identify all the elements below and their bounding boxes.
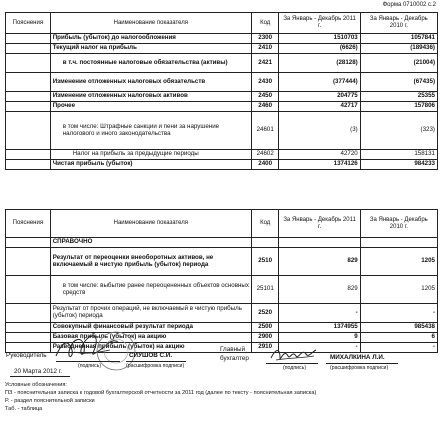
- row-current: 42720: [279, 150, 360, 160]
- header-code: Код: [251, 13, 278, 34]
- row-name: Результат от прочих операций, не включаемый в чистую прибыль (убыток) периода: [50, 304, 251, 323]
- header-current: За Январь - Декабрь 2011 г.: [279, 13, 360, 34]
- row-previous: (189436): [360, 44, 437, 54]
- header-previous: За Январь - Декабрь 2010 г.: [360, 13, 437, 34]
- row-current: -: [279, 343, 360, 353]
- row-code: 2410: [251, 44, 278, 54]
- head-name-line: [126, 361, 186, 362]
- table-row: [6, 160, 438, 170]
- note-cell: [6, 304, 51, 323]
- row-code: 2421: [251, 54, 278, 73]
- table-header-row: [6, 13, 438, 34]
- row-code: 2500: [251, 323, 278, 333]
- note-cell: [6, 276, 51, 304]
- head-label: Руководитель: [6, 352, 47, 359]
- table-row: [6, 304, 438, 323]
- row-previous: -: [360, 304, 437, 323]
- note-cell: [6, 112, 51, 150]
- row-previous: 25355: [360, 92, 437, 102]
- row-current: 829: [279, 248, 360, 276]
- row-current: 1374955: [279, 323, 360, 333]
- row-name: Изменение отложенных налоговых активов: [50, 92, 251, 102]
- note-cell: [6, 333, 51, 343]
- report-date: 20 Марта 2012 г.: [14, 368, 63, 375]
- notes-line: Таб. - таблица: [5, 406, 43, 412]
- row-current: 829: [279, 276, 360, 304]
- row-current: 9: [279, 333, 360, 343]
- chief-name-caption: (расшифровка подписи): [330, 365, 389, 371]
- row-code: 2900: [251, 333, 278, 343]
- head-name-caption: (расшифровка подписи): [126, 363, 185, 369]
- row-name: в том числе: выбытие ранее переоцененных объектов основных средств: [50, 276, 251, 304]
- legend-notes: [5, 381, 316, 413]
- row-name: Текущий налог на прибыль: [50, 44, 251, 54]
- row-name: Совокупный финансовый результат периода: [50, 323, 251, 333]
- note-cell: [6, 248, 51, 276]
- table-row: [6, 276, 438, 304]
- row-previous: (67435): [360, 73, 437, 92]
- row-previous: 984233: [360, 160, 437, 170]
- table-row: [6, 44, 438, 54]
- head-name: СИУШОВ С.И.: [129, 352, 173, 359]
- table-row: [6, 34, 438, 44]
- row-code: 2520: [251, 304, 278, 323]
- header-previous: За Январь - Декабрь 2010 г.: [360, 210, 437, 238]
- row-current: 42717: [279, 102, 360, 112]
- row-previous: 985438: [360, 323, 437, 333]
- row-current: 1374126: [279, 160, 360, 170]
- table-row: [6, 92, 438, 102]
- row-previous: 1057841: [360, 34, 437, 44]
- table-row: [6, 150, 438, 160]
- note-cell: [6, 323, 51, 333]
- note-cell: [6, 54, 51, 73]
- header-current: За Январь - Декабрь 2011 г.: [279, 210, 360, 238]
- table-row: [6, 112, 438, 150]
- row-name: Прибыль (убыток) до налогообложения: [50, 34, 251, 44]
- row-name: в т.ч. постоянные налоговые обязательства (активы): [50, 54, 251, 73]
- note-cell: [6, 160, 51, 170]
- table-header-row: [6, 210, 438, 238]
- row-current: (28128): [279, 54, 360, 73]
- chief-name: МИХАЛКИНА Л.И.: [330, 354, 385, 361]
- chief-sign-line: [266, 363, 318, 364]
- note-cell: [6, 92, 51, 102]
- header-notes: Пояснения: [6, 13, 51, 34]
- header-code: Код: [251, 210, 278, 238]
- row-code: 2300: [251, 34, 278, 44]
- row-name: в том числе: Штрафные санкции и пени за нарушение налогового и иного законодательства: [50, 112, 251, 150]
- head-sign-caption: (подпись): [78, 363, 102, 369]
- row-previous: 158131: [360, 150, 437, 160]
- row-name: Прочее: [50, 102, 251, 112]
- row-previous: (323): [360, 112, 437, 150]
- note-cell: [6, 238, 51, 248]
- date-line: [10, 376, 70, 377]
- chief-sign-caption: (подпись): [283, 365, 307, 371]
- row-name: Налог на прибыль за предыдущие периоды: [50, 150, 251, 160]
- row-code: 2400: [251, 160, 278, 170]
- chief-name-line: [326, 363, 398, 364]
- note-cell: [6, 343, 51, 353]
- row-current: -: [279, 304, 360, 323]
- head-sign-line: [56, 361, 120, 362]
- note-cell: [6, 102, 51, 112]
- note-cell: [6, 150, 51, 160]
- table-row: [6, 102, 438, 112]
- row-code: 2510: [251, 248, 278, 276]
- row-current: (377444): [279, 73, 360, 92]
- row-code: 2460: [251, 102, 278, 112]
- row-code: 24601: [251, 112, 278, 150]
- table-row: [6, 323, 438, 333]
- chief-label-line2: бухгалтер: [220, 355, 249, 362]
- row-current: 1510703: [279, 34, 360, 44]
- table-row: [6, 248, 438, 276]
- notes-line: Р. - раздел пояснительной записки: [5, 398, 95, 404]
- row-code: 2910: [251, 343, 278, 353]
- notes-title: Условные обозначения:: [5, 382, 67, 388]
- header-name: Наименование показателя: [50, 210, 251, 238]
- section-row: [6, 238, 438, 248]
- chief-label-line1: Главный: [220, 346, 246, 353]
- header-name: Наименование показателя: [50, 13, 251, 34]
- table-row: [6, 73, 438, 92]
- row-previous: (21004): [360, 54, 437, 73]
- row-current: (6626): [279, 44, 360, 54]
- row-name: Результат от переоценки внеоборотных активов, не включаемый в чистую прибыль (убыток) периода: [50, 248, 251, 276]
- row-previous: -: [360, 343, 437, 353]
- row-previous: 157806: [360, 102, 437, 112]
- row-previous: 1205: [360, 248, 437, 276]
- form-code: Форма 0710002 с.2: [382, 2, 436, 8]
- row-previous: 6: [360, 333, 437, 343]
- table-row: [6, 54, 438, 73]
- row-code: 2450: [251, 92, 278, 102]
- section-title: СПРАВОЧНО: [50, 238, 251, 248]
- note-cell: [6, 34, 51, 44]
- note-cell: [6, 73, 51, 92]
- header-notes: Пояснения: [6, 210, 51, 238]
- notes-line: ПЗ - пояснительная записка к годовой бухгалтерской отчетности за 2011 год (далее по тексту - пояснительная записка): [5, 390, 317, 396]
- row-previous: 1205: [360, 276, 437, 304]
- row-current: 204775: [279, 92, 360, 102]
- row-code: 24602: [251, 150, 278, 160]
- income-table-top: [5, 12, 438, 170]
- row-code: 25101: [251, 276, 278, 304]
- row-name: Чистая прибыль (убыток): [50, 160, 251, 170]
- row-name: Изменение отложенных налоговых обязательств: [50, 73, 251, 92]
- row-current: (3): [279, 112, 360, 150]
- row-code: 2430: [251, 73, 278, 92]
- note-cell: [6, 44, 51, 54]
- row-name: Базовая прибыль (убыток) на акцию: [50, 333, 251, 343]
- row-name: Разводненная прибыль (убыток) на акцию: [50, 343, 251, 353]
